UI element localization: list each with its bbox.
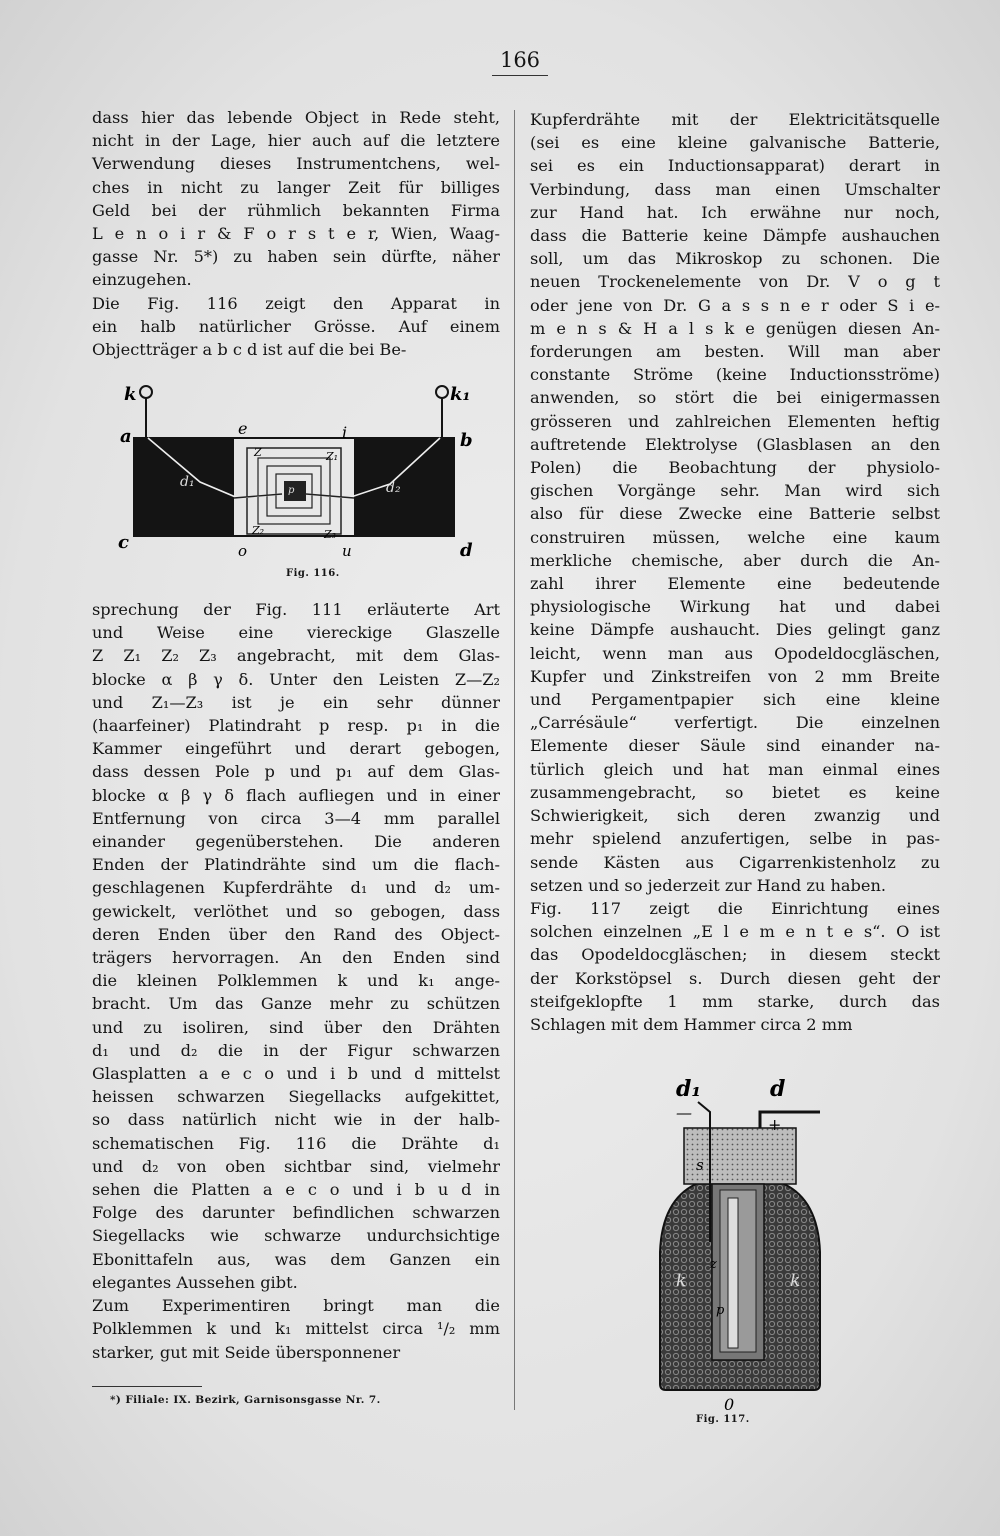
left-column-top-text — [92, 106, 500, 361]
text-line: (haarfeiner) Platindraht p resp. p₁ in die — [92, 716, 500, 736]
text-line: Verwendung dieses Instrumentchens, wel- — [92, 154, 500, 174]
text-line: Glasplatten a e c o und i b und d mittelst — [92, 1064, 500, 1084]
text-line: Polklemmen k und k₁ mittelst circa ¹/₂ mm — [92, 1319, 500, 1339]
fig117-label-d: d — [770, 1076, 786, 1102]
text-line: zahl ihrer Elemente eine bedeutende — [530, 574, 940, 594]
fig116-label-a: a — [120, 426, 132, 447]
text-line: dass hier das lebende Object in Rede steht, — [92, 108, 500, 127]
text-line: Geld bei der rühmlich bekannten Firma — [92, 200, 500, 220]
text-line: solchen einzelnen „E l e m e n t e s“. O ist — [530, 922, 940, 942]
text-line: construiren müssen, welche eine kaum — [530, 527, 940, 547]
text-line: elegantes Aussehen gibt. — [92, 1272, 298, 1292]
text-line: und Z₁—Z₃ ist je ein sehr dünner — [92, 692, 500, 712]
text-line: gasse Nr. 5*) zu haben sein dürfte, näher — [92, 247, 500, 267]
text-line: merkliche chemische, aber durch die An- — [530, 550, 940, 570]
fig117-label-z: z — [710, 1257, 717, 1272]
text-line: sprechung der Fig. 111 erläuterte Art — [92, 600, 500, 619]
text-line: Entfernung von circa 3—4 mm parallel — [92, 808, 500, 828]
text-line: Ebonittafeln aus, was dem Ganzen ein — [92, 1249, 500, 1269]
text-line: und Pergamentpapier sich eine kleine — [530, 690, 940, 710]
pole-clamp-k1 — [436, 386, 448, 398]
fig116-label-d: d — [460, 540, 473, 561]
text-line: ches in nicht zu langer Zeit für billiges — [92, 177, 500, 197]
text-line: Siegellacks wie schwarze undurchsichtige — [92, 1226, 500, 1246]
text-line: blocke α β γ δ flach aufliegen und in einer — [92, 785, 500, 805]
pole-clamp-k — [140, 386, 152, 398]
text-line: bracht. Um das Ganze mehr zu schützen — [92, 994, 500, 1014]
text-line: mehr spielend anzufertigen, selbe in pas- — [530, 829, 940, 849]
text-line: Elemente dieser Säule sind einander na- — [530, 736, 940, 756]
text-line: Z Z₁ Z₂ Z₃ angebracht, mit dem Glas- — [92, 646, 500, 666]
text-line: also für diese Zwecke eine Batterie selbst — [530, 504, 940, 524]
text-line: trägers hervorragen. An den Enden sind — [92, 948, 500, 968]
text-line: physiologische Wirkung hat und dabei — [530, 597, 940, 617]
text-line: zusammengebracht, so bietet es keine — [530, 782, 940, 802]
page-number: 166 — [499, 48, 541, 72]
text-line: „Carrésäule“ verfertigt. Die einzelnen — [530, 713, 940, 733]
text-line: sei es ein Inductionsapparat) derart in — [530, 156, 940, 176]
fig116-label-k1: k₁ — [450, 384, 471, 405]
text-line: anwenden, so stört die bei einigermassen — [530, 388, 940, 408]
fig117-label-o: 0 — [724, 1395, 735, 1414]
text-line: die kleinen Polklemmen k und k₁ ange- — [92, 971, 500, 991]
text-line: Folge des darunter befindlichen schwarzen — [92, 1203, 500, 1223]
fig116-label-z3: Z₃ — [324, 528, 337, 541]
text-line: auftretende Elektrolyse (Glasblasen an den — [530, 434, 940, 454]
fig116-label-z: Z — [254, 446, 262, 459]
text-line: grösseren und zahlreichen Elementen heftig — [530, 411, 940, 431]
text-line: das Opodeldocgläschen; in diesem steckt — [530, 945, 940, 965]
text-line: Schwierigkeit, sich deren zwanzig und — [530, 806, 940, 826]
text-line: einzugehen. — [92, 270, 192, 290]
text-line: Schlagen mit dem Hammer circa 2 mm — [530, 1014, 853, 1034]
text-line: deren Enden über den Rand des Object- — [92, 924, 500, 944]
text-line: setzen und so jederzeit zur Hand zu haben. — [530, 875, 887, 895]
left-column-bottom-text — [92, 598, 500, 1364]
text-line: dass die Batterie keine Dämpfe aushauchen — [530, 226, 940, 246]
text-line: Objectträger a b c d ist auf die bei Be- — [92, 340, 407, 360]
text-line: Enden der Platindrähte sind um die flach- — [92, 855, 500, 875]
text-line: forderungen am besten. Will man aber — [530, 342, 940, 362]
text-line: keine Dämpfe aushaucht. Dies gelingt ganz — [530, 620, 940, 640]
fig116-label-u: u — [342, 542, 352, 560]
text-line: m e n s & H a l s k e genügen diesen An- — [530, 318, 940, 338]
text-line: Die Fig. 116 zeigt den Apparat in — [92, 293, 500, 313]
fig116-label-c: c — [118, 532, 129, 553]
text-line: heissen schwarzen Siegellacks aufgekittet, — [92, 1087, 500, 1107]
fig117-label-k-left: k — [676, 1271, 687, 1291]
footnote: *) Filiale: IX. Bezirk, Garnisonsgasse Nr. 7. — [110, 1394, 381, 1406]
text-line: Kupferdrähte mit der Elektricitätsquelle — [530, 110, 940, 129]
text-line: blocke α β γ δ. Unter den Leisten Z—Z₂ — [92, 669, 500, 689]
text-line: d₁ und d₂ die in der Figur schwarzen — [92, 1040, 500, 1060]
text-line: gewickelt, verlöthet und so gebogen, dass — [92, 901, 500, 921]
right-column-text — [530, 108, 940, 1036]
figure-117 — [640, 1072, 840, 1414]
page-number-rule — [492, 75, 548, 76]
fig117-label-s: s — [696, 1156, 704, 1174]
figure-116 — [110, 380, 490, 580]
fig116-label-b: b — [460, 430, 473, 451]
text-line: dass dessen Pole p und p₁ auf dem Glas- — [92, 762, 500, 782]
fig116-label-o: o — [238, 542, 248, 560]
text-line: starker, gut mit Seide übersponnener — [92, 1342, 401, 1362]
text-line: einander gegenüberstehen. Die anderen — [92, 832, 500, 852]
text-line: so dass natürlich nicht wie in der halb- — [92, 1110, 500, 1130]
fig116-label-p: p — [288, 485, 295, 496]
copper-strip — [728, 1198, 738, 1348]
text-line: Polen) die Beobachtung der physiolo- — [530, 458, 940, 478]
fig117-label-p: p — [716, 1303, 725, 1318]
text-line: und zu isoliren, sind über den Drähten — [92, 1017, 500, 1037]
fig117-label-d1: d₁ — [676, 1076, 702, 1102]
fig117-label-k-right: k — [790, 1271, 801, 1291]
text-line: oder jene von Dr. G a s s n e r oder S i e- — [530, 295, 940, 315]
fig116-label-i: i — [342, 423, 348, 442]
text-line: leicht, wenn man aus Opodeldocgläschen, — [530, 643, 940, 663]
fig116-label-z2: Z₂ — [252, 524, 265, 537]
fig117-label-plus: + — [768, 1115, 782, 1134]
text-line: der Korkstöpsel s. Durch diesen geht der — [530, 968, 940, 988]
text-line: geschlagenen Kupferdrähte d₁ und d₂ um- — [92, 878, 500, 898]
text-line: ein halb natürlicher Grösse. Auf einem — [92, 316, 500, 336]
text-line: L e n o i r & F o r s t e r, Wien, Waag- — [92, 224, 500, 244]
text-line: sende Kästen aus Cigarrenkistenholz zu — [530, 852, 940, 872]
figure-116-caption: Fig. 116. — [286, 568, 340, 579]
fig116-label-d1: d₁ — [180, 474, 195, 490]
fig116-label-z1: Z₁ — [326, 450, 339, 463]
text-line: türlich gleich und hat man einmal eines — [530, 759, 940, 779]
text-line: Fig. 117 zeigt die Einrichtung eines — [530, 898, 940, 918]
text-line: constante Ströme (keine Inductionsströme) — [530, 365, 940, 385]
figure-117-caption: Fig. 117. — [696, 1414, 750, 1425]
fig116-label-d2: d₂ — [386, 480, 401, 496]
text-line: neuen Trockenelemente von Dr. V o g t — [530, 272, 940, 292]
fig116-label-k: k — [124, 384, 137, 405]
fig117-label-minus: — — [676, 1103, 692, 1122]
text-line: (sei es eine kleine galvanische Batterie, — [530, 133, 940, 153]
footnote-rule — [92, 1386, 202, 1387]
text-line: Verbindung, dass man einen Umschalter — [530, 179, 940, 199]
text-line: gischen Vorgänge sehr. Man wird sich — [530, 481, 940, 501]
text-line: sehen die Platten a e c o und i b u d in — [92, 1180, 500, 1200]
plate-right — [354, 438, 454, 536]
text-line: schematischen Fig. 116 die Drähte d₁ — [92, 1133, 500, 1153]
text-line: Kupfer und Zinkstreifen von 2 mm Breite — [530, 666, 940, 686]
text-line: und Weise eine viereckige Glaszelle — [92, 623, 500, 643]
text-line: soll, um das Mikroskop zu schonen. Die — [530, 249, 940, 269]
fig116-label-e: e — [238, 419, 248, 438]
text-line: und d₂ von oben sichtbar sind, vielmehr — [92, 1156, 500, 1176]
text-line: Kammer eingeführt und derart gebogen, — [92, 739, 500, 759]
column-divider — [514, 110, 515, 1410]
text-line: zur Hand hat. Ich erwähne nur noch, — [530, 202, 940, 222]
text-line: nicht in der Lage, hier auch auf die letztere — [92, 131, 500, 151]
text-line: Zum Experimentiren bringt man die — [92, 1296, 500, 1316]
text-line: steifgeklopfte 1 mm starke, durch das — [530, 991, 940, 1011]
